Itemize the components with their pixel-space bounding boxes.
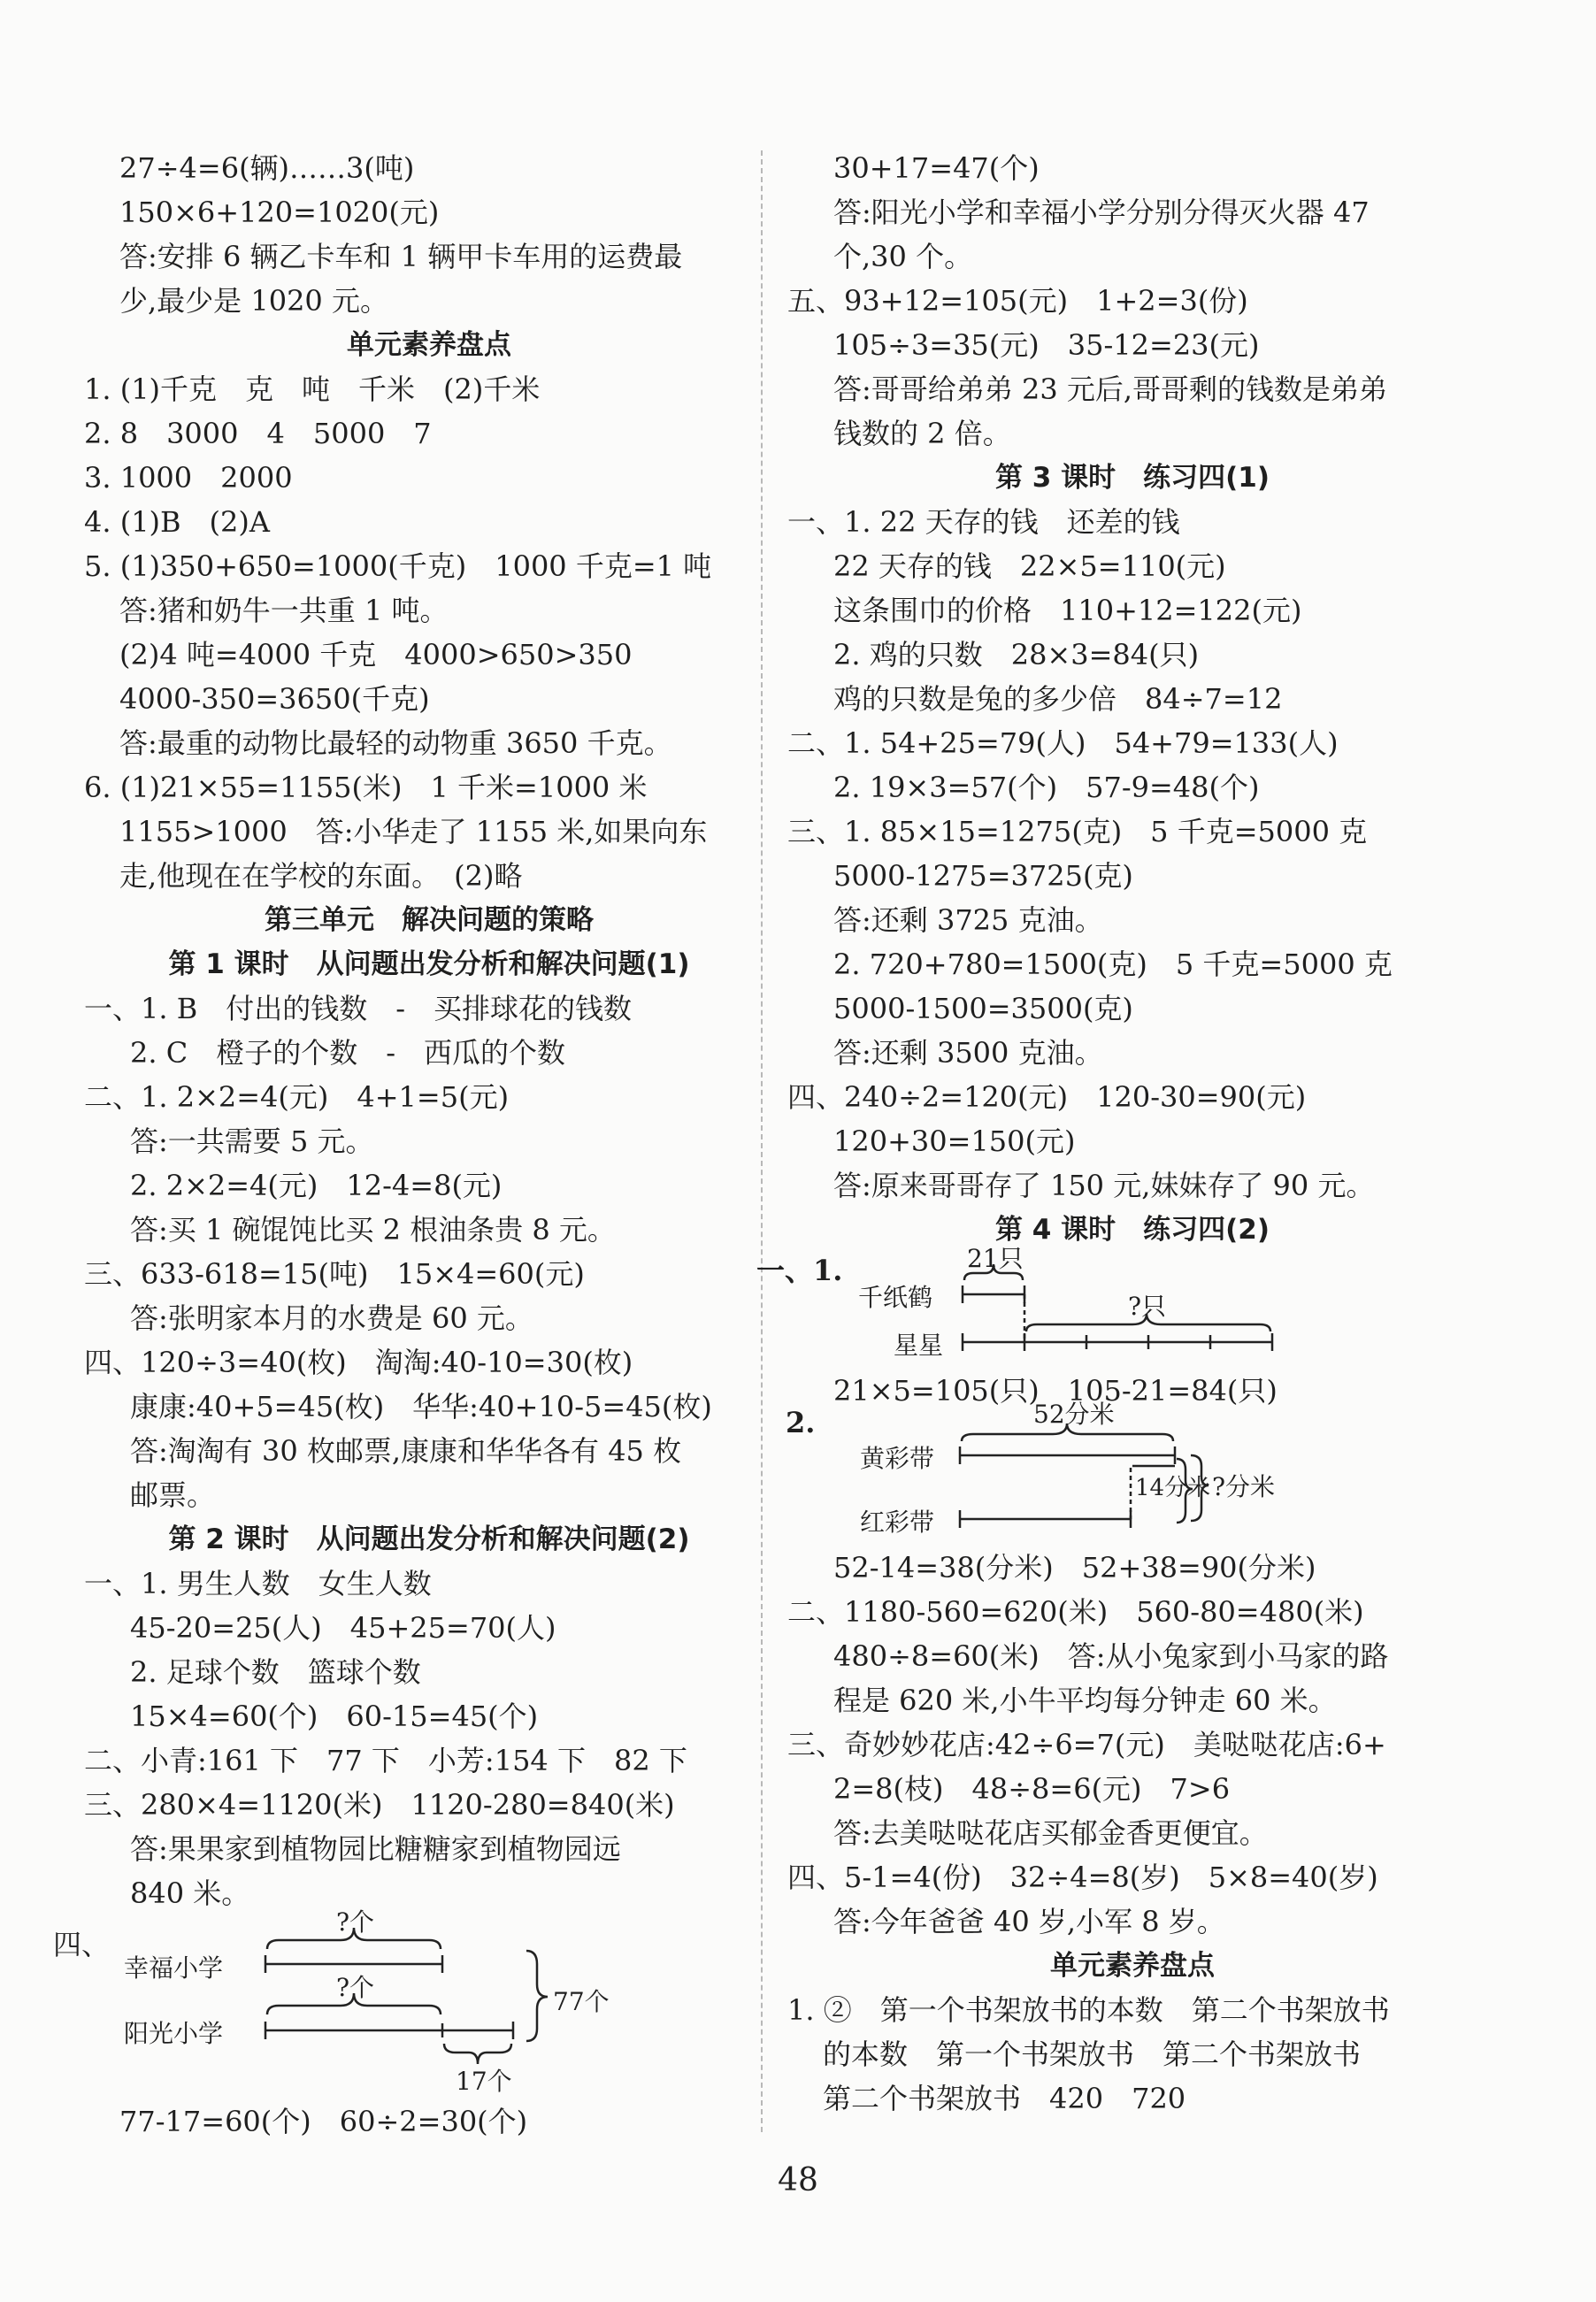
text-line: 答:去美哒哒花店买郁金香更便宜。 (833, 1816, 1268, 1850)
line-segment-diagram-ribbons (786, 1400, 1477, 1546)
text-line: 1. ② 第一个书架放书的本数 第二个书架放书 (787, 1993, 1390, 2027)
text-line: 2=8(枝) 48÷8=6(元) 7>6 (833, 1772, 1231, 1806)
text-line: 150×6+120=1020(元) (119, 196, 440, 229)
text-line: 2. 鸡的只数 28×3=84(只) (833, 638, 1200, 671)
text-line: 2. 19×3=57(个) 57-9=48(个) (833, 771, 1260, 804)
text-line: 三、1. 85×15=1275(克) 5 千克=5000 克 (787, 815, 1368, 848)
text-line: 二、1. 2×2=4(元) 4+1=5(元) (84, 1080, 510, 1114)
text-line: 答:原来哥哥存了 150 元,妹妹存了 90 元。 (833, 1169, 1375, 1202)
unknown-label: ?只 (1128, 1292, 1167, 1321)
text-line: 27÷4=6(辆)……3(吨) (119, 151, 415, 185)
lesson-heading: 第 3 课时 练习四(1) (994, 462, 1270, 494)
text-line: 四、240÷2=120(元) 120-30=90(元) (787, 1080, 1307, 1114)
line-segment-diagram-schools (53, 1907, 774, 2096)
text-line: 邮票。 (130, 1478, 216, 1512)
text-line: 康康:40+5=45(枚) 华华:40+10-5=45(枚) (130, 1390, 712, 1423)
text-line: 三、280×4=1120(米) 1120-280=840(米) (84, 1788, 675, 1822)
lesson-heading: 第 1 课时 从问题出发分析和解决问题(1) (168, 948, 690, 980)
text-line: 2. 足球个数 篮球个数 (130, 1655, 421, 1689)
text-line: 3. 1000 2000 (84, 461, 293, 495)
text-line: 二、1180-560=620(米) 560-80=480(米) (787, 1595, 1364, 1629)
text-line: 程是 620 米,小牛平均每分钟走 60 米。 (833, 1684, 1337, 1717)
text-line: 四、5-1=4(份) 32÷4=8(岁) 5×8=40(岁) (787, 1861, 1378, 1894)
text-line: 答:张明家本月的水费是 60 元。 (130, 1301, 533, 1335)
value-label: 52分米 (1033, 1400, 1115, 1429)
row-label: 千纸鹤 (858, 1283, 933, 1312)
text-line: 答:安排 6 辆乙卡车和 1 辆甲卡车用的运费最 (119, 240, 683, 273)
text-line: 的本数 第一个书架放书 第二个书架放书 (823, 2037, 1362, 2071)
text-line: 4. (1)B (2)A (84, 505, 270, 539)
text-line: 答:最重的动物比最轻的动物重 3650 千克。 (119, 726, 672, 760)
text-line: 21×5=105(只) 105-21=84(只) (833, 1374, 1278, 1408)
text-line: 2. 2×2=4(元) 12-4=8(元) (130, 1169, 503, 1202)
text-line: 一、1. 男生人数 女生人数 (84, 1567, 432, 1600)
text-line: 77-17=60(个) 60÷2=30(个) (119, 2105, 528, 2138)
text-line: 105÷3=35(元) 35-12=23(元) (833, 328, 1260, 362)
row-label: 黄彩带 (860, 1444, 935, 1473)
question-number: 2. (786, 1406, 816, 1439)
text-line: 钱数的 2 倍。 (833, 417, 1011, 450)
lesson-heading: 第 4 课时 练习四(2) (994, 1214, 1270, 1246)
text-line: 4000-350=3650(千克) (119, 682, 430, 716)
row-label: 幸福小学 (124, 1953, 224, 1983)
text-line: 答:猪和奶牛一共重 1 吨。 (119, 594, 449, 627)
text-line: 1. (1)千克 克 吨 千米 (2)千米 (84, 372, 541, 406)
text-line: 答:还剩 3725 克油。 (833, 903, 1103, 937)
text-line: 二、1. 54+25=79(人) 54+79=133(人) (787, 726, 1339, 760)
text-line: 2. C 橙子的个数 - 西瓜的个数 (130, 1036, 566, 1070)
text-line: 答:果果家到植物园比糖糖家到植物园远 (130, 1832, 621, 1866)
text-line: 答:淘淘有 30 枚邮票,康康和华华各有 45 枚 (130, 1434, 682, 1468)
text-line: 答:一共需要 5 元。 (130, 1124, 374, 1158)
text-line: 答:阳光小学和幸福小学分别分得灭火器 47 (833, 196, 1370, 229)
value-label: 21只 (967, 1244, 1024, 1273)
text-line: 二、小青:161 下 77 下 小芳:154 下 82 下 (84, 1744, 687, 1777)
section-heading: 单元素养盘点 (1050, 1950, 1215, 1982)
difference-label: 17个 (456, 2067, 512, 2096)
text-line: 一、1. B 付出的钱数 - 买排球花的钱数 (84, 992, 633, 1025)
text-line: 第二个书架放书 420 720 (823, 2082, 1186, 2115)
text-line: 答:还剩 3500 克油。 (833, 1036, 1103, 1070)
text-line: 五、93+12=105(元) 1+2=3(份) (787, 284, 1248, 318)
row-label: 星星 (894, 1331, 944, 1360)
text-line: 840 米。 (130, 1876, 250, 1910)
text-line: 5000-1275=3725(克) (833, 859, 1133, 893)
unknown-label: ?个 (336, 1907, 375, 1937)
text-line: 120+30=150(元) (833, 1124, 1076, 1158)
difference-label: 14分米 (1135, 1475, 1211, 1501)
column-divider (761, 150, 763, 2132)
text-line: 480÷8=60(米) 答:从小兔家到小马家的路 (833, 1639, 1389, 1673)
text-line: 鸡的只数是兔的多少倍 84÷7=12 (833, 682, 1283, 716)
text-line: 30+17=47(个) (833, 151, 1040, 185)
text-line: 三、633-618=15(吨) 15×4=60(元) (84, 1257, 585, 1291)
lesson-heading: 第 2 课时 从问题出发分析和解决问题(2) (168, 1523, 690, 1555)
text-line: 个,30 个。 (833, 240, 973, 273)
text-line: 答:今年爸爸 40 岁,小军 8 岁。 (833, 1905, 1225, 1938)
left-column (53, 146, 774, 2144)
text-line: 6. (1)21×55=1155(米) 1 千米=1000 米 (84, 771, 648, 804)
row-label: 红彩带 (860, 1508, 935, 1537)
text-line: 三、奇妙妙花店:42÷6=7(元) 美哒哒花店:6+ (787, 1728, 1386, 1761)
question-number: 一、1. (756, 1254, 843, 1287)
text-line: 45-20=25(人) 45+25=70(人) (130, 1611, 556, 1645)
text-line: 2. 8 3000 4 5000 7 (84, 417, 432, 450)
text-line: 少,最少是 1020 元。 (119, 284, 388, 318)
text-line: 答:买 1 碗馄饨比买 2 根油条贵 8 元。 (130, 1213, 616, 1247)
diagram-lines (84, 1915, 774, 2092)
section-heading: 单元素养盘点 (347, 329, 511, 361)
text-line: 答:哥哥给弟弟 23 元后,哥哥剩的钱数是弟弟 (833, 372, 1388, 406)
unit-heading: 第三单元 解决问题的策略 (265, 904, 594, 936)
unknown-label: ?个 (336, 1973, 375, 2002)
page-number: 48 (778, 2162, 818, 2198)
text-line: (2)4 吨=4000 千克 4000>650>350 (119, 638, 633, 671)
text-line: 这条围巾的价格 110+12=122(元) (833, 594, 1302, 627)
text-line: 1155>1000 答:小华走了 1155 米,如果向东 (119, 815, 708, 848)
text-line: 2. 720+780=1500(克) 5 千克=5000 克 (833, 948, 1393, 981)
text-line: 四、120÷3=40(枚) 淘淘:40-10=30(枚) (84, 1346, 633, 1379)
right-column (756, 146, 1477, 2121)
unknown-label: ?分米 (1212, 1472, 1276, 1501)
text-line: 22 天存的钱 22×5=110(元) (833, 549, 1226, 583)
text-line: 52-14=38(分米) 52+38=90(分米) (833, 1551, 1316, 1585)
line-segment-diagram-cranes (756, 1244, 1477, 1367)
text-line: 一、1. 22 天存的钱 还差的钱 (787, 505, 1180, 539)
question-number: 四、 (53, 1928, 111, 1961)
total-label: 77个 (553, 1987, 610, 2016)
row-label: 阳光小学 (124, 2019, 224, 2048)
text-line: 走,他现在在学校的东面。 (2)略 (119, 859, 523, 893)
text-line: 15×4=60(个) 60-15=45(个) (130, 1700, 539, 1733)
text-line: 5. (1)350+650=1000(千克) 1000 千克=1 吨 (84, 549, 712, 583)
text-line: 5000-1500=3500(克) (833, 992, 1133, 1025)
